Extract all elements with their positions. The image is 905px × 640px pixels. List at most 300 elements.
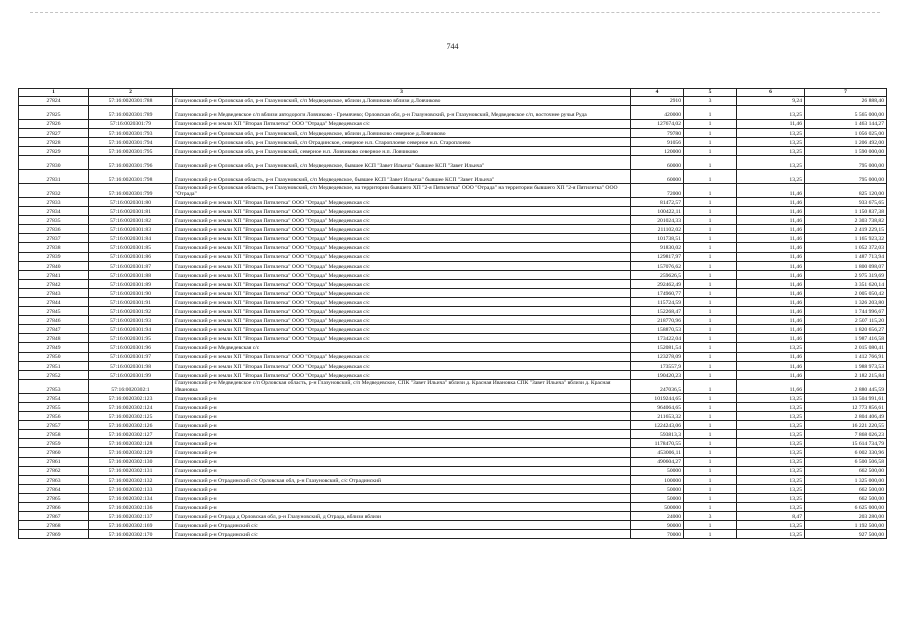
group-cell: 1	[684, 402, 737, 411]
rate-cell: 13,25	[737, 412, 805, 421]
group-cell: 1	[684, 197, 737, 206]
group-cell: 1	[684, 361, 737, 370]
value-cell: 15 614 734,79	[805, 439, 887, 448]
value-cell: 13 504 991,61	[805, 393, 887, 402]
row-number-cell: 27854	[19, 393, 89, 402]
rate-cell: 11,46	[737, 197, 805, 206]
table-row	[19, 252, 887, 261]
group-cell: 1	[684, 448, 737, 457]
cadastral-number-cell: 57:16:0020301:89	[89, 279, 173, 288]
header-row	[19, 89, 887, 97]
cadastral-number-cell: 57:16:0020301:86	[89, 252, 173, 261]
rate-cell: 11,46	[737, 252, 805, 261]
row-number-cell: 27846	[19, 316, 89, 325]
table-row	[19, 512, 887, 521]
location-description-cell: Глазуновский р-н	[173, 457, 631, 466]
table-row	[19, 475, 887, 484]
rate-cell: 11,46	[737, 370, 805, 379]
header-cell: 2	[89, 89, 173, 97]
location-description-cell: Глазуновский р-н земли ХП "Вторая Пятилетка" ООО "Отрада" Медведевская с/с	[173, 234, 631, 243]
value-cell: 3 351 620,14	[805, 279, 887, 288]
table-row	[19, 325, 887, 334]
rate-cell: 13,25	[737, 530, 805, 539]
header-cell: 3	[173, 89, 631, 97]
value-cell: 1 820 656,27	[805, 325, 887, 334]
row-number-cell: 27833	[19, 197, 89, 206]
row-number-cell: 27858	[19, 430, 89, 439]
cadastral-number-cell: 57:16:0020302:169	[89, 521, 173, 530]
area-cell: 70000	[631, 530, 684, 539]
location-description-cell: Глазуновский р-н	[173, 493, 631, 502]
area-cell: 79780	[631, 128, 684, 137]
group-cell: 1	[684, 119, 737, 128]
area-cell: 60000	[631, 169, 684, 183]
group-cell: 1	[684, 243, 737, 252]
area-cell: 100000	[631, 475, 684, 484]
value-cell: 1 150 837,38	[805, 207, 887, 216]
location-description-cell: Глазуновский р-н	[173, 430, 631, 439]
rate-cell: 11,46	[737, 183, 805, 197]
value-cell: 2 975 319,69	[805, 270, 887, 279]
area-cell: 211653,32	[631, 412, 684, 421]
value-cell: 1 988 973,53	[805, 361, 887, 370]
location-description-cell: Глазуновский р-н земли ХП "Вторая Пятилетка" ООО "Отрада" Медведевская с/с	[173, 361, 631, 370]
rate-cell: 11,46	[737, 352, 805, 361]
rate-cell: 13,25	[737, 475, 805, 484]
rate-cell: 11,46	[737, 316, 805, 325]
area-cell: 157076,62	[631, 261, 684, 270]
cadastral-number-cell: 57:16:0020301:91	[89, 298, 173, 307]
value-cell: 12 773 856,61	[805, 402, 887, 411]
value-cell: 795 000,00	[805, 155, 887, 169]
area-cell: 1224243,06	[631, 421, 684, 430]
rate-cell: 13,25	[737, 137, 805, 146]
page-number: 744	[446, 42, 459, 51]
group-cell: 1	[684, 430, 737, 439]
rate-cell: 13,25	[737, 457, 805, 466]
row-number-cell: 27836	[19, 225, 89, 234]
row-number-cell: 27849	[19, 343, 89, 352]
area-cell: 500000	[631, 502, 684, 511]
location-description-cell: Глазуновский р-н	[173, 439, 631, 448]
rate-cell: 11,46	[737, 361, 805, 370]
location-description-cell: Глазуновский р-н земли ХП "Вторая Пятилетка" ООО "Отрада" Медведевская с/с	[173, 334, 631, 343]
location-description-cell: Глазуновский р-н Орловская обл, р-н Глазуновский, с/п Отрадинское, северное н.п. Староплоеве северное н.п. Староплоево	[173, 137, 631, 146]
area-cell: 453006,11	[631, 448, 684, 457]
cadastral-number-cell: 57:16:0020302:130	[89, 457, 173, 466]
location-description-cell: Глазуновский р-н Орловская обл, р-н Глазуновский, с/п Медведевское, вблизи д.Ловчиково северное д.Ловчиково	[173, 128, 631, 137]
value-cell: 6 500 506,58	[805, 457, 887, 466]
location-description-cell: Глазуновский р-н Медведевское с/п вблизи автодороги Ловчиково - Гремячево; Орловская обл, р-н Глазуновский, р-н Глазуновский, Медведевское с/п, восточнее ручья Руда	[173, 105, 631, 119]
rate-cell: 13,25	[737, 466, 805, 475]
table-row	[19, 270, 887, 279]
row-number-cell: 27859	[19, 439, 89, 448]
table-body	[19, 96, 887, 539]
group-cell: 1	[684, 352, 737, 361]
table-row	[19, 412, 887, 421]
row-number-cell: 27869	[19, 530, 89, 539]
row-number-cell: 27845	[19, 307, 89, 316]
value-cell: 26 888,40	[805, 96, 887, 105]
table-row	[19, 234, 887, 243]
table-row	[19, 207, 887, 216]
value-cell: 1 590 000,00	[805, 146, 887, 155]
table-row	[19, 502, 887, 511]
group-cell: 1	[684, 298, 737, 307]
rate-cell: 13,25	[737, 393, 805, 402]
area-cell: 593813,3	[631, 430, 684, 439]
cadastral-number-cell: 57:16:0020301:96	[89, 343, 173, 352]
location-description-cell: Глазуновский р-н Отрадинский с/с	[173, 530, 631, 539]
cadastral-number-cell: 57:16:0020301:79	[89, 119, 173, 128]
area-cell: 190420,23	[631, 370, 684, 379]
row-number-cell: 27824	[19, 96, 89, 105]
rate-cell: 11,46	[737, 225, 805, 234]
area-cell: 115724,59	[631, 298, 684, 307]
value-cell: 2 507 115,20	[805, 316, 887, 325]
cadastral-number-cell: 57:16:0020301:82	[89, 216, 173, 225]
cadastral-number-cell: 57:16:0020301:789	[89, 105, 173, 119]
cadastral-number-cell: 57:16:0020302:134	[89, 493, 173, 502]
group-cell: 1	[684, 484, 737, 493]
table-row	[19, 421, 887, 430]
value-cell: 203 280,00	[805, 512, 887, 521]
value-cell: 662 500,00	[805, 484, 887, 493]
group-cell: 1	[684, 270, 737, 279]
rate-cell: 13,25	[737, 105, 805, 119]
group-cell: 1	[684, 234, 737, 243]
group-cell: 1	[684, 207, 737, 216]
table-row	[19, 379, 887, 393]
table-row	[19, 243, 887, 252]
rate-cell: 13,25	[737, 430, 805, 439]
rate-cell: 9,24	[737, 96, 805, 105]
area-cell: 2910	[631, 96, 684, 105]
location-description-cell: Глазуновский р-н земли ХП "Вторая Пятилетка" ООО "Отрада" Медведевская с/с	[173, 279, 631, 288]
group-cell: 1	[684, 225, 737, 234]
rate-cell: 11,46	[737, 325, 805, 334]
value-cell: 6 002 330,96	[805, 448, 887, 457]
row-number-cell: 27866	[19, 502, 89, 511]
rate-cell: 13,25	[737, 448, 805, 457]
location-description-cell: Глазуновский р-н земли ХП "Вторая Пятилетка" ООО "Отрада" Медведевская с/с	[173, 352, 631, 361]
group-cell: 3	[684, 512, 737, 521]
cadastral-number-cell: 57:16:0020302:1	[89, 379, 173, 393]
value-cell: 5 565 000,00	[805, 105, 887, 119]
location-description-cell: Глазуновский р-н Медведевское с/п Орловская область, р-н Глазуновский, с/п Медведевское, СПК "Завет Ильича" вблизи д. Красная Ивановка СПК "Завет Ильича" вблизи д. Красная Ивановка	[173, 379, 631, 393]
area-cell: 247036,5	[631, 379, 684, 393]
rate-cell: 11,46	[737, 298, 805, 307]
location-description-cell: Глазуновский р-н земли ХП "Вторая Пятилетка" ООО "Отрада" Медведевская с/с	[173, 243, 631, 252]
rate-cell: 11,46	[737, 261, 805, 270]
location-description-cell: Глазуновский р-н Отрадинский с/с Орловская обл, р-н Глазуновский, с/с Отрадинский	[173, 475, 631, 484]
header-cell: 1	[19, 89, 89, 97]
table-row	[19, 128, 887, 137]
cadastral-number-cell: 57:16:0020302:123	[89, 393, 173, 402]
table-row	[19, 521, 887, 530]
cadastral-number-cell: 57:16:0020302:124	[89, 402, 173, 411]
group-cell: 1	[684, 457, 737, 466]
location-description-cell: Глазуновский р-н Отрада д Орловская обл, р-н Глазуновский, д Отрада, вблизи вблизи	[173, 512, 631, 521]
cadastral-number-cell: 57:16:0020301:90	[89, 288, 173, 297]
location-description-cell: Глазуновский р-н земли ХП "Вторая Пятилетка" ООО "Отрада" Медведевская с/с	[173, 370, 631, 379]
table-row	[19, 288, 887, 297]
group-cell: 1	[684, 169, 737, 183]
area-cell: 218770,96	[631, 316, 684, 325]
location-description-cell: Глазуновский р-н	[173, 502, 631, 511]
row-number-cell: 27843	[19, 288, 89, 297]
cadastral-number-cell: 57:16:0020302:170	[89, 530, 173, 539]
row-number-cell: 27832	[19, 183, 89, 197]
value-cell: 1 987 416,58	[805, 334, 887, 343]
location-description-cell: Глазуновский р-н земли ХП "Вторая Пятилетка" ООО "Отрада" Медведевская с/с	[173, 270, 631, 279]
rate-cell: 13,25	[737, 484, 805, 493]
value-cell: 1 056 025,00	[805, 128, 887, 137]
row-number-cell: 27855	[19, 402, 89, 411]
group-cell: 1	[684, 183, 737, 197]
row-number-cell: 27865	[19, 493, 89, 502]
rate-cell: 11,46	[737, 270, 805, 279]
row-number-cell: 27830	[19, 155, 89, 169]
area-cell: 50000	[631, 466, 684, 475]
location-description-cell: Глазуновский р-н	[173, 412, 631, 421]
cadastral-number-cell: 57:16:0020301:97	[89, 352, 173, 361]
location-description-cell: Глазуновский р-н земли ХП "Вторая Пятилетка" ООО "Отрада" Медведевская с/с	[173, 288, 631, 297]
table-row	[19, 493, 887, 502]
value-cell: 825 120,00	[805, 183, 887, 197]
cadastral-number-cell: 57:16:0020302:133	[89, 484, 173, 493]
area-cell: 81472,57	[631, 197, 684, 206]
header-cell: 6	[737, 89, 805, 97]
value-cell: 2 005 050,42	[805, 288, 887, 297]
value-cell: 662 500,00	[805, 466, 887, 475]
row-number-cell: 27864	[19, 484, 89, 493]
cadastral-number-cell: 57:16:0020301:788	[89, 96, 173, 105]
group-cell: 1	[684, 475, 737, 484]
area-cell: 174960,77	[631, 288, 684, 297]
rate-cell: 13,25	[737, 439, 805, 448]
cadastral-number-cell: 57:16:0020301:80	[89, 197, 173, 206]
row-number-cell: 27844	[19, 298, 89, 307]
rate-cell: 13,25	[737, 421, 805, 430]
table-row	[19, 343, 887, 352]
table-row	[19, 307, 887, 316]
cadastral-table	[18, 88, 887, 539]
table-row	[19, 155, 887, 169]
value-cell: 662 500,00	[805, 493, 887, 502]
table-row	[19, 225, 887, 234]
area-cell: 420000	[631, 105, 684, 119]
cadastral-number-cell: 57:16:0020301:92	[89, 307, 173, 316]
area-cell: 127674,02	[631, 119, 684, 128]
value-cell: 1 052 372,03	[805, 243, 887, 252]
value-cell: 6 625 000,00	[805, 502, 887, 511]
cadastral-number-cell: 57:16:0020301:85	[89, 243, 173, 252]
table-row	[19, 316, 887, 325]
row-number-cell: 27850	[19, 352, 89, 361]
table-row	[19, 216, 887, 225]
cadastral-number-cell: 57:16:0020301:88	[89, 270, 173, 279]
group-cell: 1	[684, 343, 737, 352]
row-number-cell: 27838	[19, 243, 89, 252]
header-cell: 5	[684, 89, 737, 97]
area-cell: 152268,47	[631, 307, 684, 316]
area-cell: 72000	[631, 183, 684, 197]
location-description-cell: Глазуновский р-н земли ХП "Вторая Пятилетка" ООО "Отрада" Медведевская с/с	[173, 325, 631, 334]
cadastral-table-container	[18, 88, 886, 539]
area-cell: 259626,5	[631, 270, 684, 279]
scan-edge-line	[30, 12, 880, 14]
area-cell: 91056	[631, 137, 684, 146]
location-description-cell: Глазуновский р-н	[173, 421, 631, 430]
cadastral-number-cell: 57:16:0020301:98	[89, 361, 173, 370]
location-description-cell: Глазуновский р-н земли ХП "Вторая Пятилетка" ООО "Отрада" Медведевская с/с	[173, 252, 631, 261]
cadastral-number-cell: 57:16:0020302:126	[89, 421, 173, 430]
location-description-cell: Глазуновский р-н земли ХП "Вторая Пятилетка" ООО "Отрада" Медведевская с/с	[173, 316, 631, 325]
group-cell: 1	[684, 521, 737, 530]
group-cell: 1	[684, 379, 737, 393]
table-row	[19, 448, 887, 457]
row-number-cell: 27852	[19, 370, 89, 379]
area-cell: 24000	[631, 512, 684, 521]
group-cell: 3	[684, 96, 737, 105]
cadastral-number-cell: 57:16:0020301:793	[89, 128, 173, 137]
area-cell: 120000	[631, 146, 684, 155]
row-number-cell: 27857	[19, 421, 89, 430]
row-number-cell: 27848	[19, 334, 89, 343]
rate-cell: 11,46	[737, 119, 805, 128]
value-cell: 2 015 080,41	[805, 343, 887, 352]
group-cell: 1	[684, 325, 737, 334]
row-number-cell: 27860	[19, 448, 89, 457]
value-cell: 795 000,00	[805, 169, 887, 183]
group-cell: 1	[684, 146, 737, 155]
area-cell: 173557,9	[631, 361, 684, 370]
table-row	[19, 361, 887, 370]
group-cell: 1	[684, 502, 737, 511]
row-number-cell: 27867	[19, 512, 89, 521]
table-row	[19, 439, 887, 448]
group-cell: 1	[684, 307, 737, 316]
group-cell: 1	[684, 105, 737, 119]
cadastral-number-cell: 57:16:0020302:125	[89, 412, 173, 421]
area-cell: 90000	[631, 521, 684, 530]
value-cell: 2 182 215,84	[805, 370, 887, 379]
value-cell: 1 800 098,07	[805, 261, 887, 270]
row-number-cell: 27837	[19, 234, 89, 243]
cadastral-number-cell: 57:16:0020302:137	[89, 512, 173, 521]
cadastral-number-cell: 57:16:0020301:95	[89, 334, 173, 343]
rate-cell: 11,46	[737, 279, 805, 288]
rate-cell: 11,46	[737, 288, 805, 297]
rate-cell: 11,46	[737, 234, 805, 243]
cadastral-number-cell: 57:16:0020302:131	[89, 466, 173, 475]
area-cell: 1019244,65	[631, 393, 684, 402]
area-cell: 211102,02	[631, 225, 684, 234]
table-row	[19, 530, 887, 539]
value-cell: 1 206 492,00	[805, 137, 887, 146]
area-cell: 1178470,55	[631, 439, 684, 448]
cadastral-number-cell: 57:16:0020301:83	[89, 225, 173, 234]
area-cell: 60000	[631, 155, 684, 169]
row-number-cell: 27826	[19, 119, 89, 128]
rate-cell: 13,25	[737, 402, 805, 411]
table-row	[19, 370, 887, 379]
table-row	[19, 457, 887, 466]
table-row	[19, 146, 887, 155]
table-row	[19, 183, 887, 197]
table-row	[19, 298, 887, 307]
area-cell: 129817,97	[631, 252, 684, 261]
rate-cell: 11,46	[737, 307, 805, 316]
table-row	[19, 402, 887, 411]
row-number-cell: 27856	[19, 412, 89, 421]
location-description-cell: Глазуновский р-н Медведевская с/с	[173, 343, 631, 352]
row-number-cell: 27825	[19, 105, 89, 119]
cadastral-number-cell: 57:16:0020302:132	[89, 475, 173, 484]
location-description-cell: Глазуновский р-н земли ХП "Вторая Пятилетка" ООО "Отрада" Медведевская с/с	[173, 216, 631, 225]
location-description-cell: Глазуновский р-н	[173, 466, 631, 475]
table-row	[19, 105, 887, 119]
value-cell: 16 221 220,55	[805, 421, 887, 430]
location-description-cell: Глазуновский р-н Отрадинский с/с	[173, 521, 631, 530]
location-description-cell: Глазуновский р-н	[173, 484, 631, 493]
table-row	[19, 484, 887, 493]
cadastral-number-cell: 57:16:0020302:136	[89, 502, 173, 511]
table-row	[19, 261, 887, 270]
location-description-cell: Глазуновский р-н Орловская обл, р-н Глазуновский, с/п Медведевское, вблизи д.Ловчиково вблизи д.Ловчиково	[173, 96, 631, 105]
area-cell: 152081,54	[631, 343, 684, 352]
row-number-cell: 27828	[19, 137, 89, 146]
cadastral-number-cell: 57:16:0020301:93	[89, 316, 173, 325]
cadastral-number-cell: 57:16:0020301:795	[89, 146, 173, 155]
row-number-cell: 27851	[19, 361, 89, 370]
value-cell: 1 744 996,67	[805, 307, 887, 316]
rate-cell: 13,25	[737, 343, 805, 352]
location-description-cell: Глазуновский р-н земли ХП "Вторая Пятилетка" ООО "Отрада" Медведевская с/с	[173, 261, 631, 270]
cadastral-number-cell: 57:16:0020301:799	[89, 183, 173, 197]
area-cell: 123278,09	[631, 352, 684, 361]
area-cell: 101738,51	[631, 234, 684, 243]
row-number-cell: 27863	[19, 475, 89, 484]
row-number-cell: 27847	[19, 325, 89, 334]
group-cell: 1	[684, 370, 737, 379]
table-row	[19, 352, 887, 361]
group-cell: 1	[684, 334, 737, 343]
group-cell: 1	[684, 128, 737, 137]
cadastral-number-cell: 57:16:0020301:99	[89, 370, 173, 379]
area-cell: 50000	[631, 484, 684, 493]
value-cell: 1 326 203,80	[805, 298, 887, 307]
rate-cell: 11,66	[737, 379, 805, 393]
row-number-cell: 27829	[19, 146, 89, 155]
area-cell: 158870,53	[631, 325, 684, 334]
group-cell: 1	[684, 421, 737, 430]
row-number-cell: 27862	[19, 466, 89, 475]
area-cell: 91830,02	[631, 243, 684, 252]
group-cell: 1	[684, 261, 737, 270]
row-number-cell: 27853	[19, 379, 89, 393]
cadastral-number-cell: 57:16:0020301:798	[89, 169, 173, 183]
group-cell: 1	[684, 216, 737, 225]
cadastral-number-cell: 57:16:0020302:128	[89, 439, 173, 448]
location-description-cell: Глазуновский р-н Орловская обл, р-н Глазуновский, северное н.п. Ловчиково северное н.п. Ловчиково	[173, 146, 631, 155]
rate-cell: 13,25	[737, 493, 805, 502]
location-description-cell: Глазуновский р-н Орловская область, р-н Глазуновский, с/п Медведевское, на территории бывшего ХП "2-я Пятилетка" ООО "Отрада" на территории бывшего ХП "2-я Пятилетка" ООО "Отрада"	[173, 183, 631, 197]
value-cell: 927 500,00	[805, 530, 887, 539]
cadastral-number-cell: 57:16:0020301:794	[89, 137, 173, 146]
area-cell: 490604,27	[631, 457, 684, 466]
